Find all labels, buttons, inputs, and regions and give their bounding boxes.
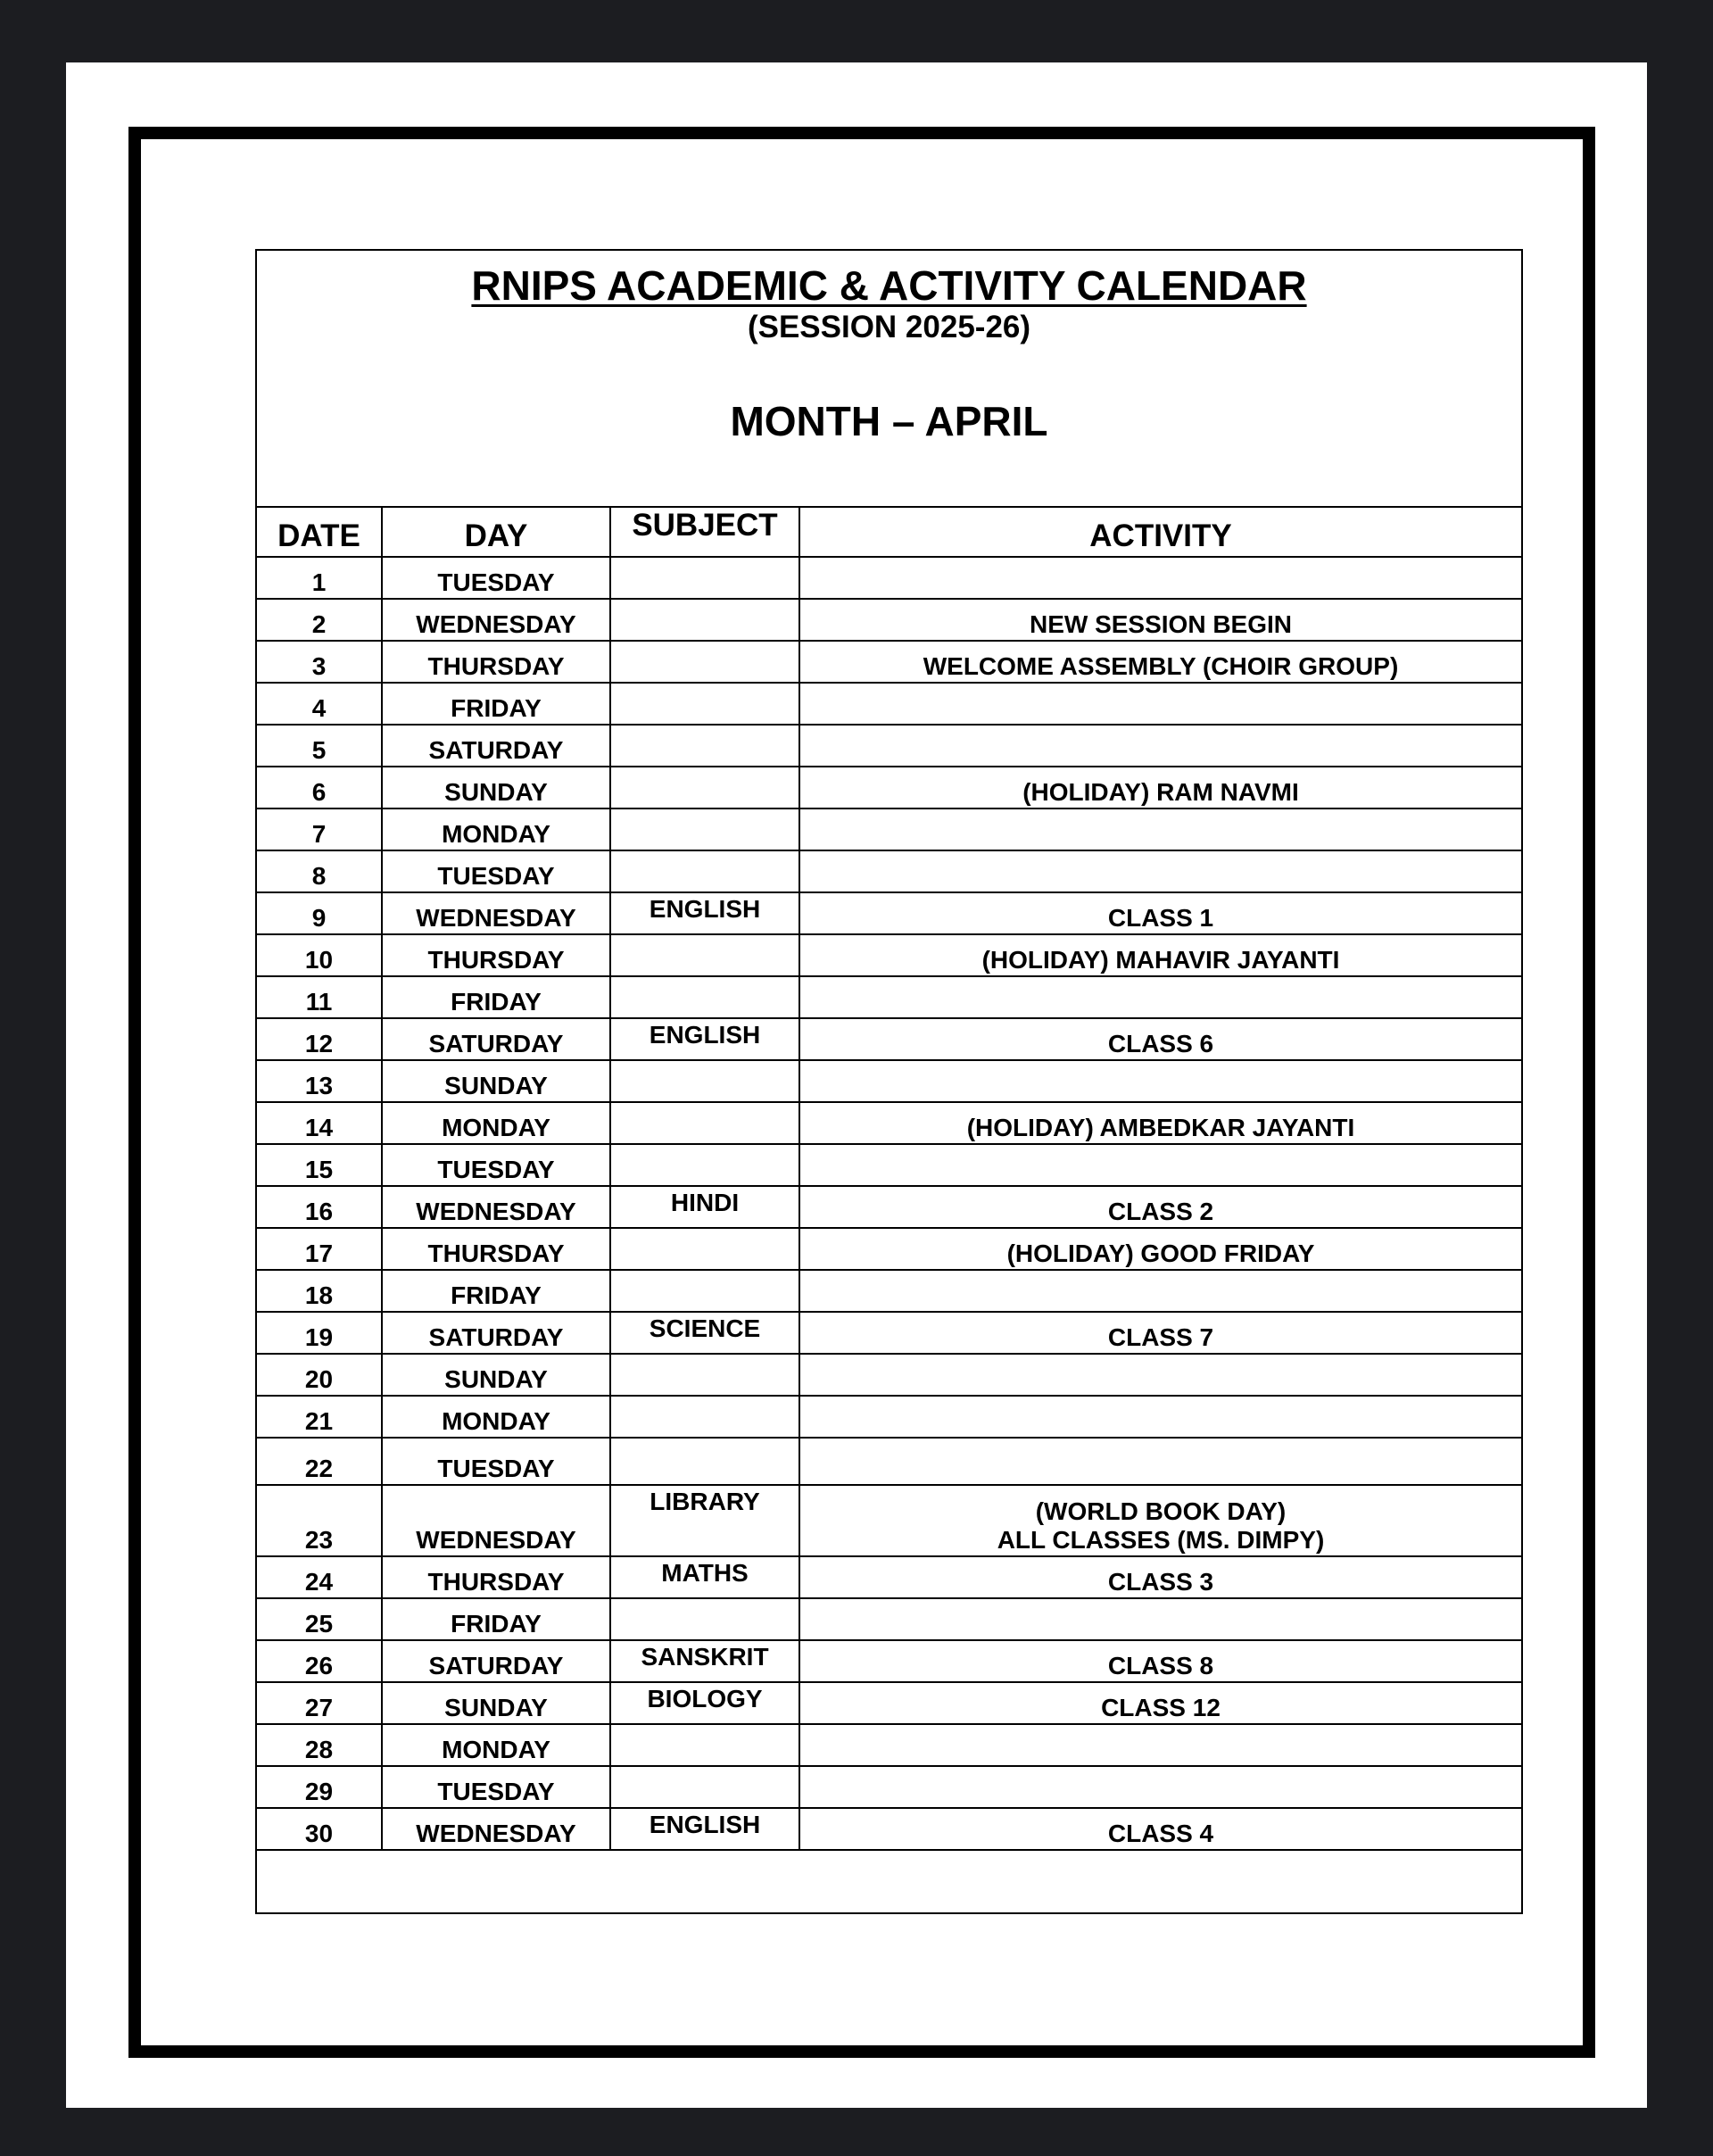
document-page <box>66 62 1647 2108</box>
subject-cell <box>610 976 799 1018</box>
day-cell: TUESDAY <box>382 1438 610 1485</box>
date-cell: 19 <box>257 1312 382 1354</box>
subject-cell: SANSKRIT <box>610 1640 799 1682</box>
date-cell: 20 <box>257 1354 382 1396</box>
subject-cell: BIOLOGY <box>610 1682 799 1724</box>
date-cell: 4 <box>257 683 382 725</box>
date-cell: 2 <box>257 599 382 641</box>
session-label: (SESSION 2025-26) <box>747 310 1031 344</box>
day-cell: SUNDAY <box>382 1354 610 1396</box>
subject-cell <box>610 557 799 599</box>
subject-cell <box>610 1724 799 1766</box>
subject-cell <box>610 641 799 683</box>
column-header-day: DAY <box>382 506 610 557</box>
table-row <box>257 892 1521 934</box>
date-cell: 7 <box>257 808 382 850</box>
table-row <box>257 1724 1521 1766</box>
subject-cell <box>610 1060 799 1102</box>
table-row <box>257 1485 1521 1556</box>
table-row <box>257 1640 1521 1682</box>
subject-cell: MATHS <box>610 1556 799 1598</box>
day-cell: SATURDAY <box>382 1018 610 1060</box>
day-cell: SUNDAY <box>382 1682 610 1724</box>
document-title: RNIPS ACADEMIC & ACTIVITY CALENDAR <box>471 262 1307 309</box>
date-cell: 14 <box>257 1102 382 1144</box>
activity-cell <box>799 1144 1521 1186</box>
date-cell: 8 <box>257 850 382 892</box>
table-row <box>257 808 1521 850</box>
table-row <box>257 1808 1521 1850</box>
activity-cell <box>799 1060 1521 1102</box>
day-cell: MONDAY <box>382 1396 610 1438</box>
subject-cell <box>610 1102 799 1144</box>
day-cell: TUESDAY <box>382 557 610 599</box>
activity-line: ALL CLASSES (MS. DIMPY) <box>997 1526 1325 1554</box>
activity-cell <box>799 1598 1521 1640</box>
day-cell: SATURDAY <box>382 1640 610 1682</box>
activity-cell: CLASS 8 <box>799 1640 1521 1682</box>
activity-cell: NEW SESSION BEGIN <box>799 599 1521 641</box>
date-cell: 9 <box>257 892 382 934</box>
activity-line: (WORLD BOOK DAY) <box>1035 1497 1287 1525</box>
table-row <box>257 934 1521 976</box>
date-cell: 10 <box>257 934 382 976</box>
subject-cell <box>610 1270 799 1312</box>
date-cell: 18 <box>257 1270 382 1312</box>
activity-cell: CLASS 3 <box>799 1556 1521 1598</box>
activity-cell <box>799 725 1521 767</box>
activity-cell: CLASS 12 <box>799 1682 1521 1724</box>
date-cell: 28 <box>257 1724 382 1766</box>
day-cell: TUESDAY <box>382 850 610 892</box>
column-header-date: DATE <box>257 506 382 557</box>
month-label: MONTH – APRIL <box>730 398 1048 444</box>
date-cell: 17 <box>257 1228 382 1270</box>
day-cell: WEDNESDAY <box>382 1808 610 1850</box>
subject-cell <box>610 767 799 808</box>
subject-cell: ENGLISH <box>610 892 799 934</box>
table-row <box>257 599 1521 641</box>
day-cell: WEDNESDAY <box>382 892 610 934</box>
subject-cell <box>610 1228 799 1270</box>
table-row <box>257 976 1521 1018</box>
date-cell: 11 <box>257 976 382 1018</box>
table-row <box>257 1270 1521 1312</box>
table-row <box>257 725 1521 767</box>
table-row <box>257 1598 1521 1640</box>
table-row <box>257 1354 1521 1396</box>
activity-cell: CLASS 1 <box>799 892 1521 934</box>
date-cell: 22 <box>257 1438 382 1485</box>
table-row <box>257 1144 1521 1186</box>
day-cell: THURSDAY <box>382 1556 610 1598</box>
day-cell: THURSDAY <box>382 1228 610 1270</box>
table-row <box>257 1060 1521 1102</box>
calendar-body <box>257 557 1521 1850</box>
subject-cell <box>610 808 799 850</box>
activity-cell <box>799 557 1521 599</box>
date-cell: 23 <box>257 1485 382 1556</box>
subject-cell <box>610 1438 799 1485</box>
day-cell: MONDAY <box>382 1102 610 1144</box>
subject-cell <box>610 934 799 976</box>
day-cell: SUNDAY <box>382 1060 610 1102</box>
table-row <box>257 1228 1521 1270</box>
activity-cell <box>799 1438 1521 1485</box>
table-row <box>257 1396 1521 1438</box>
activity-cell: CLASS 6 <box>799 1018 1521 1060</box>
date-cell: 24 <box>257 1556 382 1598</box>
activity-cell: (HOLIDAY) MAHAVIR JAYANTI <box>799 934 1521 976</box>
table-row <box>257 1018 1521 1060</box>
activity-cell: (HOLIDAY) AMBEDKAR JAYANTI <box>799 1102 1521 1144</box>
activity-cell <box>799 1396 1521 1438</box>
day-cell: TUESDAY <box>382 1766 610 1808</box>
activity-cell: CLASS 7 <box>799 1312 1521 1354</box>
subject-cell <box>610 1766 799 1808</box>
table-row <box>257 1766 1521 1808</box>
date-cell: 15 <box>257 1144 382 1186</box>
subject-cell <box>610 599 799 641</box>
column-header-activity: ACTIVITY <box>799 506 1521 557</box>
date-cell: 16 <box>257 1186 382 1228</box>
day-cell: FRIDAY <box>382 1270 610 1312</box>
activity-cell <box>799 1354 1521 1396</box>
calendar-document <box>255 249 1523 1914</box>
day-cell: THURSDAY <box>382 641 610 683</box>
date-cell: 30 <box>257 1808 382 1850</box>
subject-cell <box>610 1396 799 1438</box>
table-row <box>257 1312 1521 1354</box>
subject-cell <box>610 683 799 725</box>
table-row <box>257 1556 1521 1598</box>
date-cell: 13 <box>257 1060 382 1102</box>
subject-cell <box>610 725 799 767</box>
day-cell: WEDNESDAY <box>382 599 610 641</box>
column-header-subject: SUBJECT <box>610 506 799 557</box>
subject-cell: ENGLISH <box>610 1018 799 1060</box>
day-cell: WEDNESDAY <box>382 1186 610 1228</box>
date-cell: 21 <box>257 1396 382 1438</box>
date-cell: 27 <box>257 1682 382 1724</box>
day-cell: SATURDAY <box>382 1312 610 1354</box>
table-row <box>257 683 1521 725</box>
calendar-header <box>257 251 1521 508</box>
day-cell: FRIDAY <box>382 683 610 725</box>
activity-cell: CLASS 2 <box>799 1186 1521 1228</box>
activity-cell <box>799 683 1521 725</box>
date-cell: 5 <box>257 725 382 767</box>
subject-cell: HINDI <box>610 1186 799 1228</box>
activity-cell <box>799 976 1521 1018</box>
day-cell: THURSDAY <box>382 934 610 976</box>
table-row <box>257 767 1521 808</box>
activity-cell <box>799 850 1521 892</box>
subject-cell <box>610 1144 799 1186</box>
date-cell: 3 <box>257 641 382 683</box>
table-row <box>257 1102 1521 1144</box>
subject-cell <box>610 1354 799 1396</box>
day-cell: WEDNESDAY <box>382 1485 610 1556</box>
day-cell: FRIDAY <box>382 1598 610 1640</box>
day-cell: FRIDAY <box>382 976 610 1018</box>
table-header-row <box>257 506 1521 557</box>
day-cell: SATURDAY <box>382 725 610 767</box>
date-cell: 1 <box>257 557 382 599</box>
table-row <box>257 1438 1521 1485</box>
activity-cell <box>799 1724 1521 1766</box>
calendar-table <box>257 506 1521 1851</box>
subject-cell: SCIENCE <box>610 1312 799 1354</box>
table-row <box>257 641 1521 683</box>
date-cell: 6 <box>257 767 382 808</box>
activity-cell: (HOLIDAY) RAM NAVMI <box>799 767 1521 808</box>
day-cell: TUESDAY <box>382 1144 610 1186</box>
subject-cell <box>610 850 799 892</box>
subject-cell: ENGLISH <box>610 1808 799 1850</box>
activity-cell <box>799 808 1521 850</box>
activity-cell <box>799 1485 1521 1556</box>
date-cell: 25 <box>257 1598 382 1640</box>
activity-cell: (HOLIDAY) GOOD FRIDAY <box>799 1228 1521 1270</box>
table-row <box>257 850 1521 892</box>
date-cell: 12 <box>257 1018 382 1060</box>
date-cell: 29 <box>257 1766 382 1808</box>
subject-cell: LIBRARY <box>610 1485 799 1556</box>
table-row <box>257 1682 1521 1724</box>
table-row <box>257 557 1521 599</box>
activity-cell: CLASS 4 <box>799 1808 1521 1850</box>
table-row <box>257 1186 1521 1228</box>
activity-cell <box>799 1270 1521 1312</box>
day-cell: SUNDAY <box>382 767 610 808</box>
activity-cell: WELCOME ASSEMBLY (CHOIR GROUP) <box>799 641 1521 683</box>
day-cell: MONDAY <box>382 808 610 850</box>
subject-cell <box>610 1598 799 1640</box>
activity-cell <box>799 1766 1521 1808</box>
date-cell: 26 <box>257 1640 382 1682</box>
day-cell: MONDAY <box>382 1724 610 1766</box>
